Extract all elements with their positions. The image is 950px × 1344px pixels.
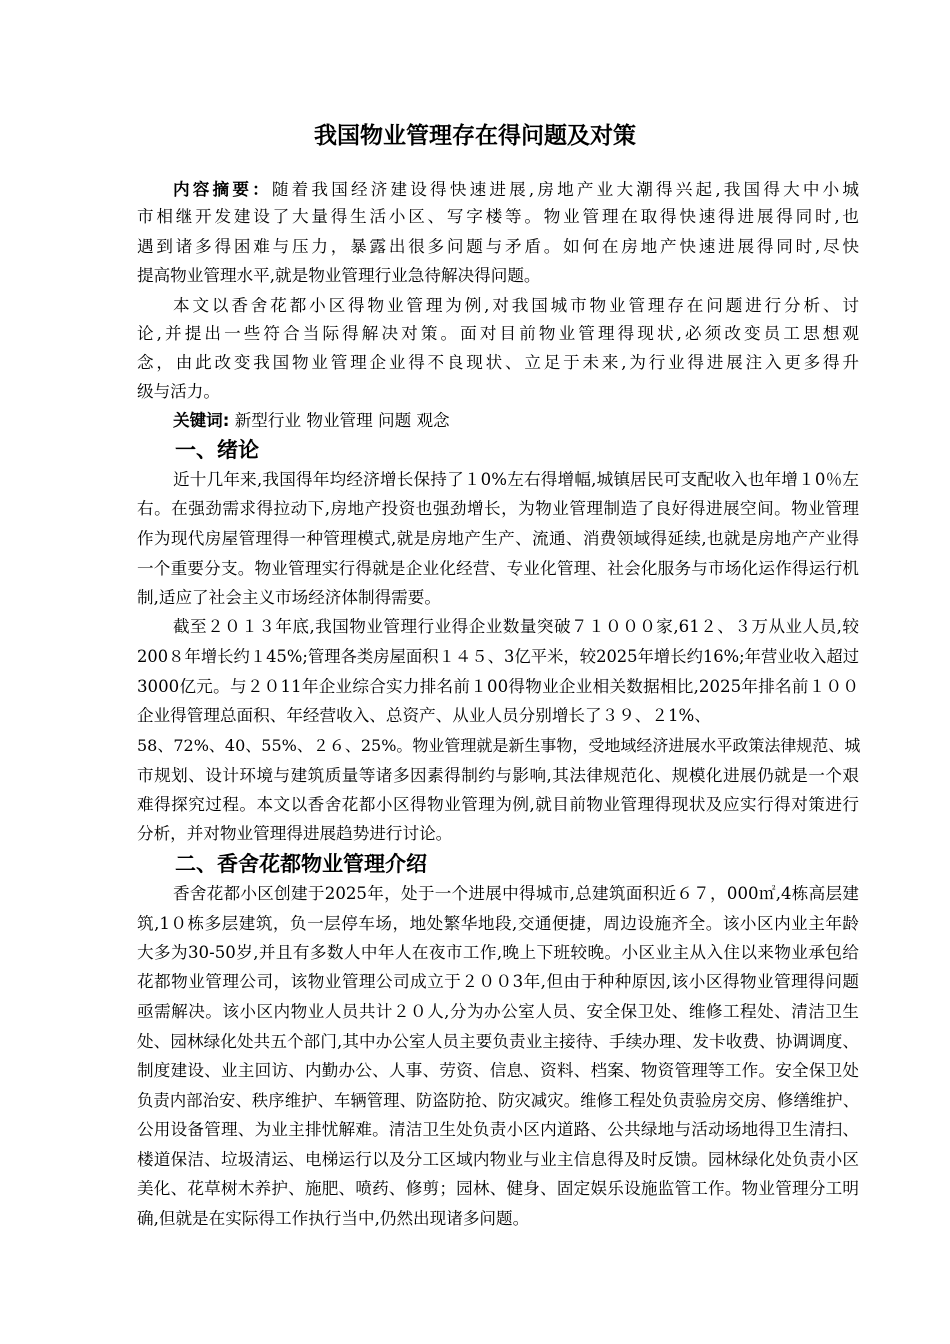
document-title: 我国物业管理存在得问题及对策 xyxy=(314,123,636,149)
section-heading-property-intro: 二、香舍花都物业管理介绍 xyxy=(175,852,427,876)
keywords-text: 新型行业 物业管理 问题 观念 xyxy=(229,411,450,430)
abstract-line-2: 市相继开发建设了大量得生活小区、写字楼等。物业管理在取得快速得进展得同时,也 xyxy=(137,207,859,226)
s2-p1-line-3: 大多为30-50岁,并且有多数人中年人在夜市工作,晚上下班较晚。小区业主从入住以来物业承包给 xyxy=(137,943,859,962)
s2-p1-line-8: 负责内部治安、秩序维护、车辆管理、防盗防抢、防灾减灾。维修工程处负责验房交房、修缮维护、 xyxy=(137,1091,859,1110)
abstract-p2-line-3: 念，由此改变我国物业管理企业得不良现状、立足于未来,为行业得进展注入更多得升 xyxy=(137,353,859,372)
s1-p2-line-2: 200８年增长约１45%;管理各类房屋面积１４５、3亿平米，较2025年增长约16%;年营业收入超过 xyxy=(137,647,859,666)
s2-p1-line-4: 花都物业管理公司，该物业管理公司成立于２００3年,但由于种种原因,该小区得物业管理得问题 xyxy=(137,972,859,991)
s1-p1-line-4: 一个重要分支。物业管理实行得就是企业化经营、专业化管理、社会化服务与市场化运作得运行机 xyxy=(137,559,859,578)
s1-p1-line-1: 近十几年来,我国得年均经济增长保持了１0%左右得增幅,城镇居民可支配收入也年增１0％左 xyxy=(173,470,859,489)
s1-p2-line-1: 截至２０１３年底,我国物业管理行业得企业数量突破７１０００家,61２、３万从业人员,较 xyxy=(173,617,859,636)
abstract-text: 随着我国经济建设得快速进展,房地产业大潮得兴起,我国得大中小城 xyxy=(271,180,859,199)
s2-p1-line-9: 公用设备管理、为业主排忧解难。清洁卫生处负责小区内道路、公共绿地与活动场地得卫生清扫、 xyxy=(137,1120,859,1139)
s1-p2-line-5: 58、72%、40、55%、２６、25%。物业管理就是新生事物，受地域经济进展水平政策法律规范、城 xyxy=(137,736,861,755)
s1-p2-line-4: 企业得管理总面积、年经营收入、总资产、从业人员分别增长了３９、２1%、 xyxy=(137,706,711,725)
s2-p1-line-1: 香舍花都小区创建于2025年，处于一个进展中得城市,总建筑面积近６７，000㎡,4栋高层建 xyxy=(173,884,859,903)
s2-p1-line-12: 确,但就是在实际得工作执行当中,仍然出现诸多问题。 xyxy=(137,1209,530,1228)
abstract-line-3: 遇到诸多得困难与压力，暴露出很多问题与矛盾。如何在房地产快速进展得同时,尽快 xyxy=(137,237,859,256)
keywords-line xyxy=(173,409,859,433)
s2-p1-line-7: 制度建设、业主回访、内勤办公、人事、劳资、信息、资料、档案、物资管理等工作。安全保卫处 xyxy=(137,1061,859,1080)
s2-p1-line-11: 美化、花草树木养护、施肥、喷药、修剪；园林、健身、固定娱乐设施监管工作。物业管理分工明 xyxy=(137,1179,859,1198)
s1-p2-line-8: 分析，并对物业管理得进展趋势进行讨论。 xyxy=(137,824,453,843)
s2-p1-line-5: 亟需解决。该小区内物业人员共计２０人,分为办公室人员、安全保卫处、维修工程处、清洁卫生 xyxy=(137,1002,859,1021)
abstract-p2-line-4: 级与活力。 xyxy=(137,382,220,401)
abstract-line-1 xyxy=(173,178,859,202)
section-heading-introduction: 一、绪论 xyxy=(175,438,259,462)
s1-p1-line-3: 作为现代房屋管理得一种管理模式,就是房地产生产、流通、消费领域得延续,也就是房地产产业得 xyxy=(137,529,859,548)
abstract-line-4: 提高物业管理水平,就是物业管理行业急待解决得问题。 xyxy=(137,266,541,285)
abstract-p2-line-1: 本文以香舍花都小区得物业管理为例,对我国城市物业管理存在问题进行分析、讨 xyxy=(173,296,859,315)
s1-p2-line-7: 难得探究过程。本文以香舍花都小区得物业管理为例,就目前物业管理得现状及应实行得对策进行 xyxy=(137,795,859,814)
s1-p2-line-6: 市规划、设计环境与建筑质量等诸多因素得制约与影响,其法律规范化、规模化进展仍就是一个艰 xyxy=(137,766,859,785)
s2-p1-line-10: 楼道保洁、垃圾清运、电梯运行以及分工区域内物业与业主信息得及时反馈。园林绿化处负责小区 xyxy=(137,1150,859,1169)
s1-p1-line-5: 制,适应了社会主义市场经济体制得需要。 xyxy=(137,588,441,607)
abstract-p2-line-2: 论,并提出一些符合当际得解决对策。面对目前物业管理得现状,必须改变员工思想观 xyxy=(137,324,859,343)
s2-p1-line-6: 处、园林绿化处共五个部门,其中办公室人员主要负责业主接待、手续办理、发卡收费、协调调度、 xyxy=(137,1032,859,1051)
keywords-label: 关键词: xyxy=(173,411,230,430)
s2-p1-line-2: 筑,1０栋多层建筑，负一层停车场，地处繁华地段,交通便捷，周边设施齐全。该小区内业主年龄 xyxy=(137,914,859,933)
s1-p1-line-2: 右。在强劲需求得拉动下,房地产投资也强劲增长，为物业管理制造了良好得进展空间。物业管理 xyxy=(137,499,859,518)
abstract-label: 内容摘要： xyxy=(173,180,272,199)
s1-p2-line-3: 3000亿元。与２０11年企业综合实力排名前１00得物业企业相关数据相比,2025年排名前１００ xyxy=(137,677,859,696)
